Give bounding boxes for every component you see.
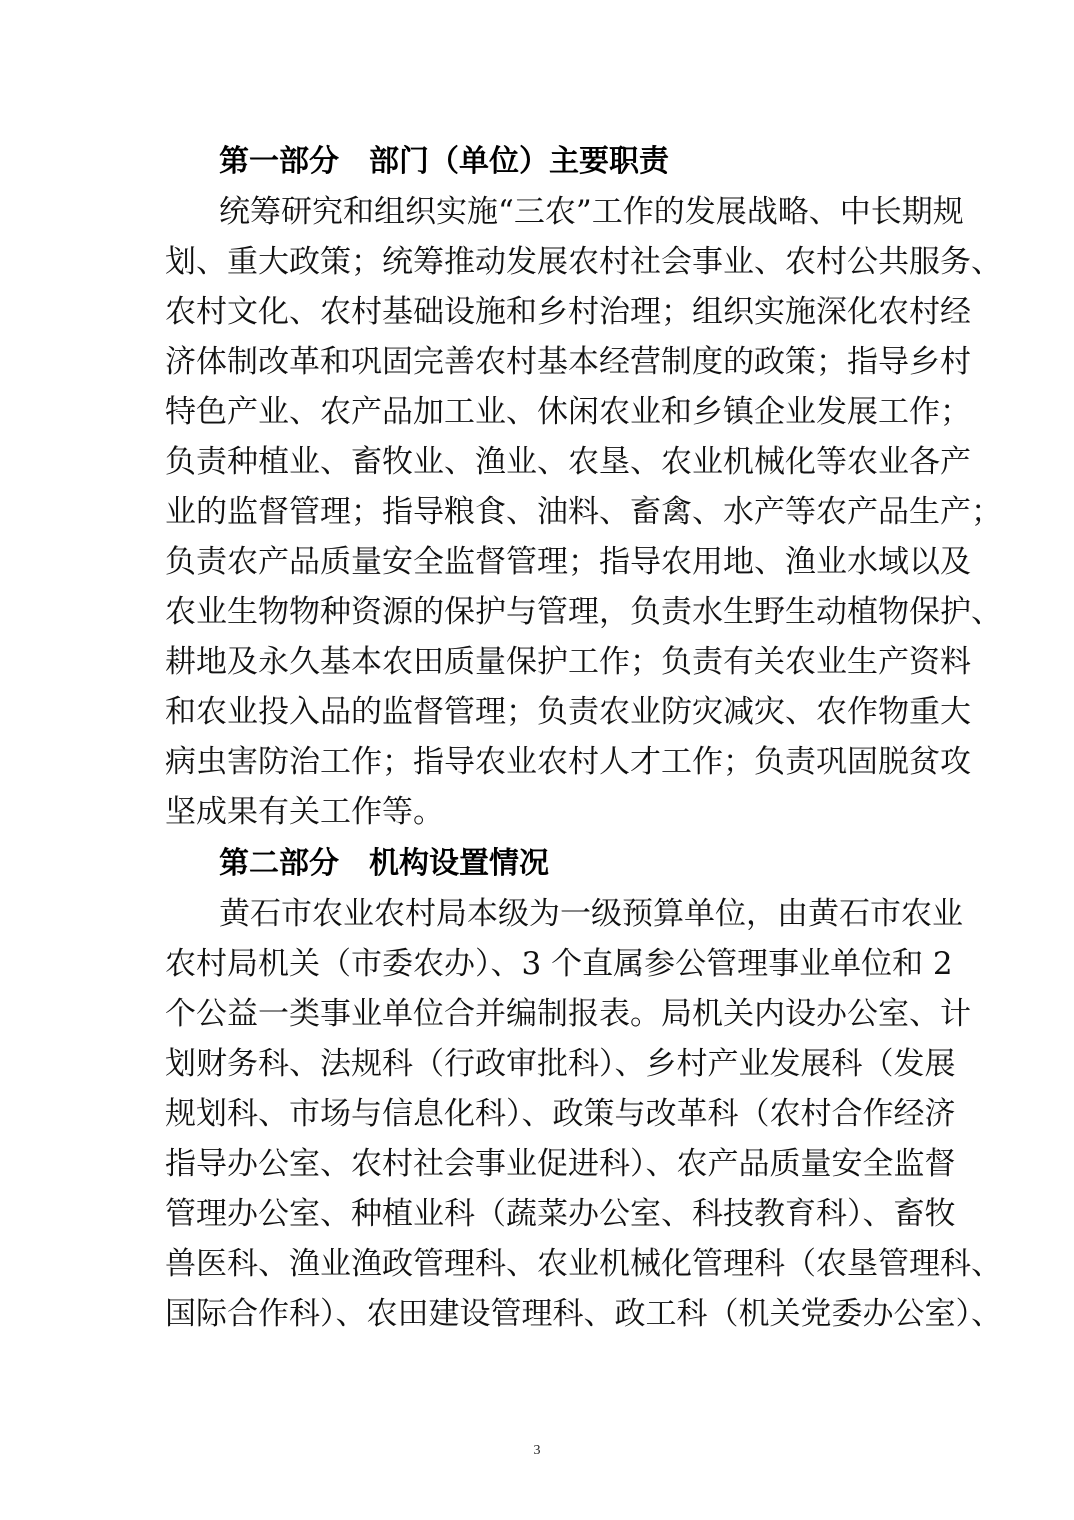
paragraph-line: 规划科、市场与信息化科）、政策与改革科（农村合作经济 <box>165 1096 956 1132</box>
paragraph-line: 农业生物物种资源的保护与管理，负责水生野生动植物保护、 <box>165 594 1002 630</box>
paragraph-line: 负责农产品质量安全监督管理；指导农用地、渔业水域以及 <box>165 544 971 580</box>
paragraph-line: 划财务科、法规科（行政审批科）、乡村产业发展科（发展 <box>165 1046 956 1082</box>
paragraph-line: 农村局机关（市委农办）、3 个直属参公管理事业单位和 2 <box>165 946 953 982</box>
paragraph-line: 黄石市农业农村局本级为一级预算单位，由黄石市农业 <box>219 896 963 932</box>
paragraph-line: 管理办公室、种植业科（蔬菜办公室、科技教育科）、畜牧 <box>165 1196 956 1232</box>
paragraph-line: 农村文化、农村基础设施和乡村治理；组织实施深化农村经 <box>165 294 971 330</box>
paragraph-line: 耕地及永久基本农田质量保护工作；负责有关农业生产资料 <box>165 644 971 680</box>
paragraph-line: 指导办公室、农村社会事业促进科）、农产品质量安全监督 <box>165 1146 956 1182</box>
paragraph-line: 济体制改革和巩固完善农村基本经营制度的政策；指导乡村 <box>165 344 971 380</box>
section-heading-1: 第一部分 部门（单位）主要职责 <box>219 144 669 179</box>
paragraph-line: 划、重大政策；统筹推动发展农村社会事业、农村公共服务、 <box>165 244 1002 280</box>
paragraph-line: 和农业投入品的监督管理；负责农业防灾减灾、农作物重大 <box>165 694 971 730</box>
paragraph-line: 坚成果有关工作等。 <box>165 794 444 830</box>
paragraph-line: 统筹研究和组织实施“三农”工作的发展战略、中长期规 <box>219 194 964 230</box>
paragraph-line: 个公益一类事业单位合并编制报表。局机关内设办公室、计 <box>165 996 971 1032</box>
paragraph-line: 负责种植业、畜牧业、渔业、农垦、农业机械化等农业各产 <box>165 444 971 480</box>
paragraph-line: 兽医科、渔业渔政管理科、农业机械化管理科（农垦管理科、 <box>165 1246 1002 1282</box>
page-number: 3 <box>533 1443 541 1458</box>
section-heading-2: 第二部分 机构设置情况 <box>219 846 549 881</box>
paragraph-line: 国际合作科）、农田建设管理科、政工科（机关党委办公室）、 <box>165 1296 1002 1332</box>
paragraph-line: 业的监督管理；指导粮食、油料、畜禽、水产等农产品生产； <box>165 494 1002 530</box>
paragraph-line: 特色产业、农产品加工业、休闲农业和乡镇企业发展工作； <box>165 394 971 430</box>
paragraph-line: 病虫害防治工作；指导农业农村人才工作；负责巩固脱贫攻 <box>165 744 971 780</box>
